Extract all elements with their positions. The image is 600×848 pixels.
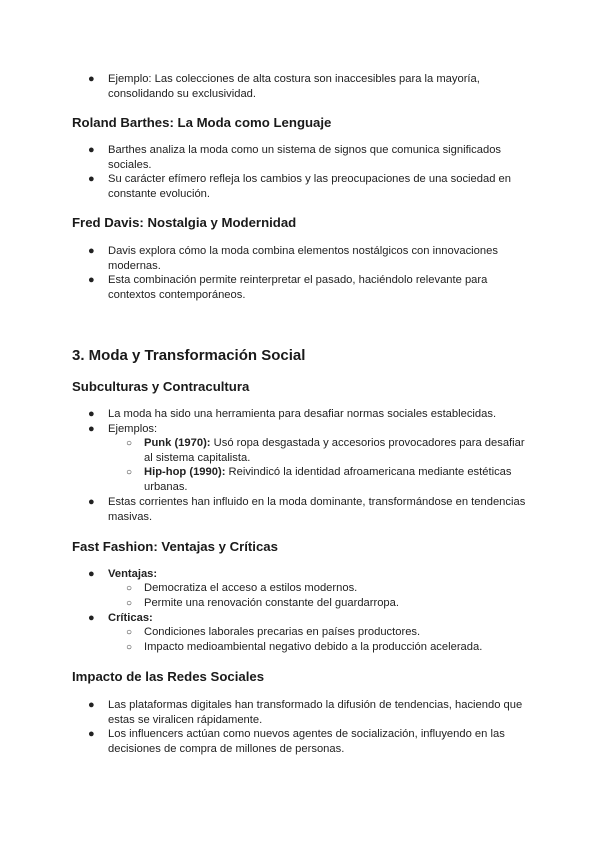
section-heading-subculturas: Subculturas y Contracultura bbox=[72, 379, 250, 394]
section-heading-davis: Fred Davis: Nostalgia y Modernidad bbox=[72, 215, 297, 230]
bullet-icon: ● bbox=[88, 699, 95, 711]
bullet-icon: ● bbox=[88, 728, 95, 740]
circle-bullet-icon: ○ bbox=[126, 642, 133, 653]
list-item: Estas corrientes han influido en la moda dominante, transformándose en tendencias masivas. bbox=[108, 496, 526, 523]
list-item: Permite una renovación constante del guardarropa. bbox=[144, 597, 399, 609]
bullet-icon: ● bbox=[88, 612, 95, 624]
hiphop-text: Reivindicó la identidad afroamericana mediante estéticas urbanas. bbox=[144, 466, 512, 493]
circle-bullet-icon: ○ bbox=[126, 627, 133, 638]
list-item: Esta combinación permite reinterpretar el pasado, haciéndolo relevante para contextos contemporáneos. bbox=[108, 274, 488, 301]
circle-bullet-icon: ○ bbox=[126, 438, 133, 449]
list-item: Impacto medioambiental negativo debido a la producción acelerada. bbox=[144, 641, 483, 653]
list-item: Ejemplos: bbox=[108, 423, 158, 435]
hiphop-label: Hip-hop (1990): bbox=[144, 466, 226, 478]
list-item: La moda ha sido una herramienta para desafiar normas sociales establecidas. bbox=[108, 408, 497, 420]
bullet-icon: ● bbox=[88, 144, 95, 156]
list-item: Ejemplo: Las colecciones de alta costura son inaccesibles para la mayoría, consolidando su exclusividad. bbox=[108, 73, 480, 100]
section-heading-barthes: Roland Barthes: La Moda como Lenguaje bbox=[72, 115, 332, 130]
bullet-icon: ● bbox=[88, 274, 95, 286]
list-item-hiphop bbox=[144, 465, 528, 495]
list-item: Su carácter efímero refleja los cambios y las preocupaciones de una sociedad en constante evolución. bbox=[108, 173, 511, 200]
list-item: Barthes analiza la moda como un sistema de signos que comunica significados sociales. bbox=[108, 144, 502, 171]
list-item: Democratiza el acceso a estilos modernos. bbox=[144, 582, 358, 594]
circle-bullet-icon: ○ bbox=[126, 583, 133, 594]
list-item: Los influencers actúan como nuevos agentes de socialización, influyendo en las decisiones de compra de millones de personas. bbox=[108, 728, 505, 755]
circle-bullet-icon: ○ bbox=[126, 598, 133, 609]
bullet-icon: ● bbox=[88, 73, 95, 85]
section-heading-fastfashion: Fast Fashion: Ventajas y Críticas bbox=[72, 539, 278, 554]
list-item: Condiciones laborales precarias en países productores. bbox=[144, 626, 421, 638]
punk-text: Usó ropa desgastada y accesorios provocadores para desafiar al sistema capitalista. bbox=[144, 437, 525, 464]
list-item-criticas bbox=[108, 611, 528, 626]
criticas-label: Críticas: bbox=[108, 612, 153, 624]
ventajas-label: Ventajas: bbox=[108, 568, 158, 580]
bullet-icon: ● bbox=[88, 245, 95, 257]
list-item: Davis explora cómo la moda combina elementos nostálgicos con innovaciones modernas. bbox=[108, 245, 498, 272]
bullet-icon: ● bbox=[88, 496, 95, 508]
bullet-icon: ● bbox=[88, 408, 95, 420]
bullet-icon: ● bbox=[88, 568, 95, 580]
punk-label: Punk (1970): bbox=[144, 437, 211, 449]
section-title-3: 3. Moda y Transformación Social bbox=[72, 347, 306, 364]
list-item-ventajas bbox=[108, 567, 528, 582]
bullet-icon: ● bbox=[88, 173, 95, 185]
list-item: Las plataformas digitales han transformado la difusión de tendencias, haciendo que estas se viralicen rápidamente. bbox=[108, 699, 523, 726]
bullet-icon: ● bbox=[88, 423, 95, 435]
list-item-punk bbox=[144, 436, 528, 466]
circle-bullet-icon: ○ bbox=[126, 467, 133, 478]
section-heading-redes: Impacto de las Redes Sociales bbox=[72, 669, 265, 684]
